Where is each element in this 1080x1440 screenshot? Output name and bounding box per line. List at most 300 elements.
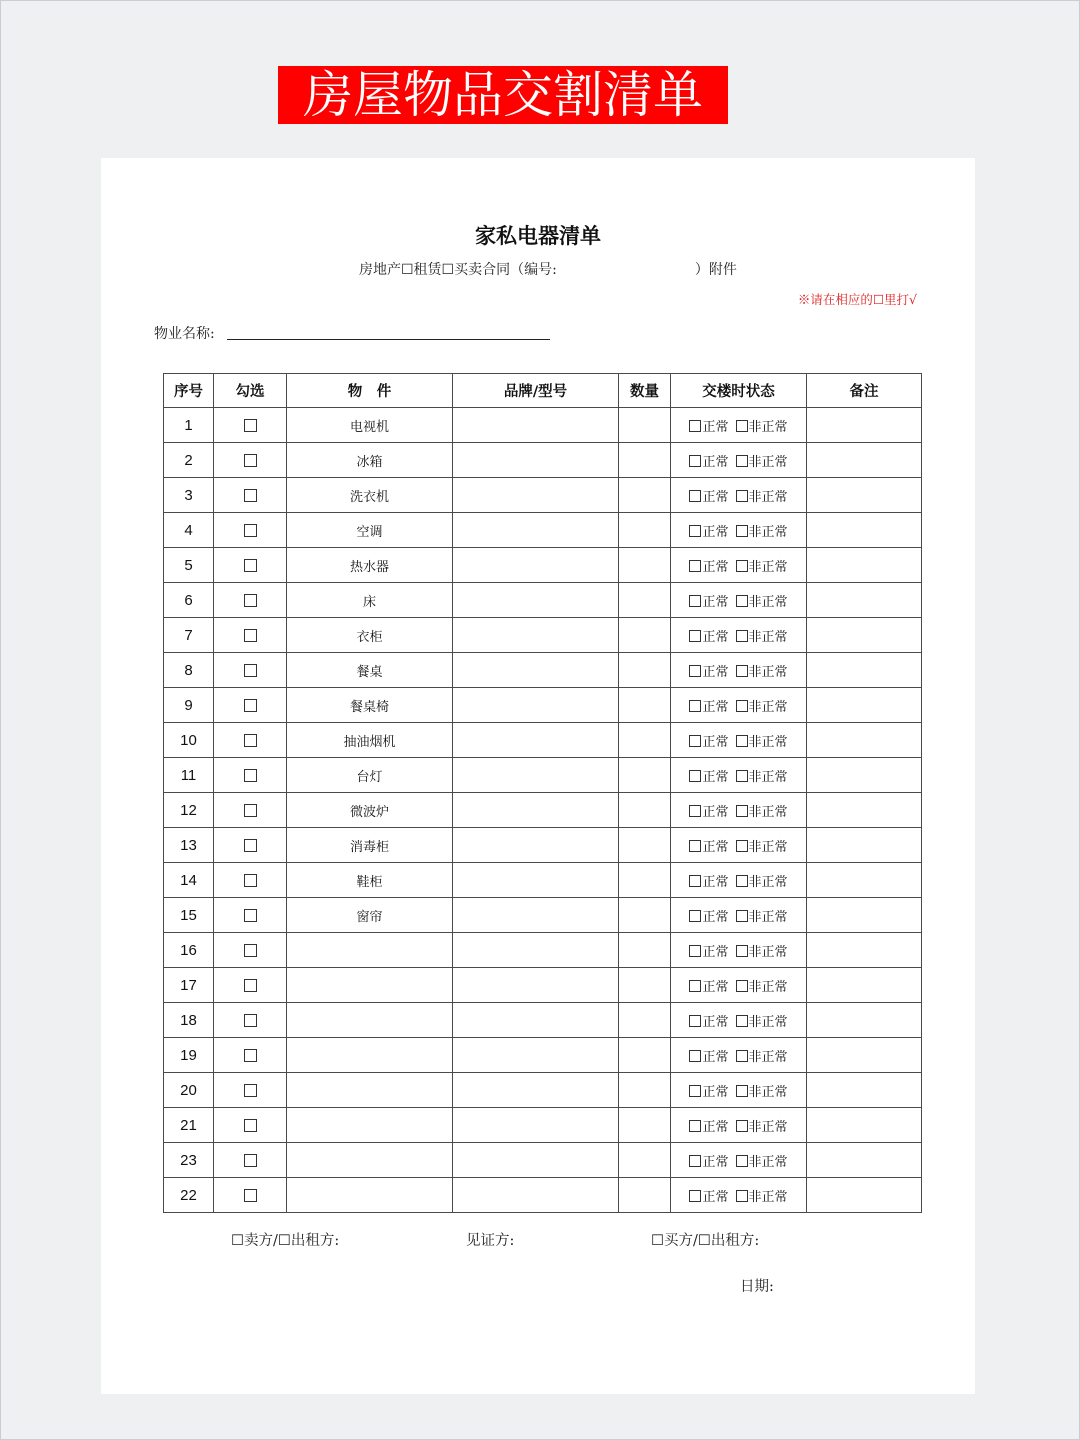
quantity-cell[interactable]: [619, 653, 671, 688]
select-cell: [214, 933, 287, 968]
handover-status-cell: [671, 653, 807, 688]
normal-checkbox[interactable]: [689, 1190, 701, 1202]
quantity-cell[interactable]: [619, 1073, 671, 1108]
handover-status-cell: [671, 443, 807, 478]
item-name[interactable]: [287, 1038, 453, 1073]
remark-cell[interactable]: [807, 688, 922, 723]
remark-cell[interactable]: [807, 1038, 922, 1073]
abnormal-label: 非正常: [748, 594, 788, 610]
brand-model-cell[interactable]: [453, 653, 619, 688]
row-number: 3: [164, 478, 214, 513]
handover-status-cell: [671, 1073, 807, 1108]
table-row: [164, 443, 922, 478]
quantity-cell[interactable]: [619, 933, 671, 968]
row-number: 9: [164, 688, 214, 723]
quantity-cell[interactable]: [619, 1143, 671, 1178]
table-row: [164, 688, 922, 723]
remark-cell[interactable]: [807, 723, 922, 758]
normal-label: 正常: [702, 1014, 729, 1030]
brand-model-cell[interactable]: [453, 758, 619, 793]
remark-cell[interactable]: [807, 478, 922, 513]
quantity-cell[interactable]: [619, 583, 671, 618]
row-number: 19: [164, 1038, 214, 1073]
banner-title: 房屋物品交割清单: [278, 66, 728, 124]
brand-model-cell[interactable]: [453, 898, 619, 933]
normal-label: 正常: [702, 909, 729, 925]
handover-status-cell: [671, 513, 807, 548]
normal-checkbox[interactable]: [689, 910, 701, 922]
table-row: [164, 408, 922, 443]
brand-model-cell[interactable]: [453, 1178, 619, 1213]
item-name[interactable]: 冰箱: [287, 443, 453, 478]
abnormal-checkbox[interactable]: [736, 945, 748, 957]
row-number: 12: [164, 793, 214, 828]
abnormal-checkbox[interactable]: [736, 735, 748, 747]
select-cell: [214, 723, 287, 758]
contract-line-right: ）附件: [694, 262, 737, 278]
abnormal-label: 非正常: [748, 769, 788, 785]
quantity-cell[interactable]: [619, 1178, 671, 1213]
remark-cell[interactable]: [807, 863, 922, 898]
abnormal-label: 非正常: [748, 699, 788, 715]
abnormal-label: 非正常: [748, 454, 788, 470]
abnormal-label: 非正常: [748, 419, 788, 435]
normal-label: 正常: [702, 699, 729, 715]
abnormal-checkbox[interactable]: [736, 630, 748, 642]
select-checkbox[interactable]: [244, 1084, 257, 1097]
handover-status-cell: [671, 863, 807, 898]
normal-label: 正常: [702, 664, 729, 680]
remark-cell[interactable]: [807, 618, 922, 653]
abnormal-label: 非正常: [748, 1189, 788, 1205]
normal-checkbox[interactable]: [689, 630, 701, 642]
item-name[interactable]: [287, 968, 453, 1003]
handover-status-cell: [671, 898, 807, 933]
quantity-cell[interactable]: [619, 863, 671, 898]
normal-checkbox[interactable]: [689, 420, 701, 432]
table-row: [164, 758, 922, 793]
table-row: [164, 583, 922, 618]
row-number: 17: [164, 968, 214, 1003]
select-checkbox[interactable]: [244, 524, 257, 537]
abnormal-label: 非正常: [748, 839, 788, 855]
normal-checkbox[interactable]: [689, 525, 701, 537]
handover-status-cell: [671, 828, 807, 863]
handover-status-cell: [671, 1143, 807, 1178]
item-name[interactable]: 电视机: [287, 408, 453, 443]
table-row: [164, 1003, 922, 1038]
abnormal-checkbox[interactable]: [736, 560, 748, 572]
normal-label: 正常: [702, 489, 729, 505]
abnormal-checkbox[interactable]: [736, 420, 748, 432]
select-cell: [214, 758, 287, 793]
normal-checkbox[interactable]: [689, 595, 701, 607]
table-row: [164, 793, 922, 828]
select-checkbox[interactable]: [244, 1189, 257, 1202]
item-name[interactable]: [287, 1143, 453, 1178]
abnormal-label: 非正常: [748, 874, 788, 890]
normal-checkbox[interactable]: [689, 1155, 701, 1167]
select-cell: [214, 828, 287, 863]
abnormal-checkbox[interactable]: [736, 805, 748, 817]
select-cell: [214, 688, 287, 723]
header-brand: 品牌/型号: [453, 374, 619, 408]
remark-cell[interactable]: [807, 758, 922, 793]
handover-status-cell: [671, 723, 807, 758]
item-name[interactable]: 餐桌: [287, 653, 453, 688]
table-row: [164, 1108, 922, 1143]
handover-status-cell: [671, 1003, 807, 1038]
abnormal-label: 非正常: [748, 1014, 788, 1030]
abnormal-checkbox[interactable]: [736, 980, 748, 992]
remark-cell[interactable]: [807, 653, 922, 688]
normal-label: 正常: [702, 1154, 729, 1170]
normal-label: 正常: [702, 1049, 729, 1065]
quantity-cell[interactable]: [619, 408, 671, 443]
select-cell: [214, 1108, 287, 1143]
abnormal-checkbox[interactable]: [736, 1190, 748, 1202]
brand-model-cell[interactable]: [453, 1073, 619, 1108]
row-number: 16: [164, 933, 214, 968]
normal-checkbox[interactable]: [689, 490, 701, 502]
abnormal-checkbox[interactable]: [736, 910, 748, 922]
row-number: 23: [164, 1143, 214, 1178]
remark-cell[interactable]: [807, 513, 922, 548]
row-number: 14: [164, 863, 214, 898]
remark-cell[interactable]: [807, 443, 922, 478]
brand-model-cell[interactable]: [453, 618, 619, 653]
quantity-cell[interactable]: [619, 548, 671, 583]
table-header-row: [164, 374, 922, 408]
normal-checkbox[interactable]: [689, 700, 701, 712]
brand-model-cell[interactable]: [453, 408, 619, 443]
header-check: 勾选: [214, 374, 287, 408]
row-number: 22: [164, 1178, 214, 1213]
quantity-cell[interactable]: [619, 968, 671, 1003]
table-row: [164, 618, 922, 653]
normal-checkbox[interactable]: [689, 1085, 701, 1097]
handover-status-cell: [671, 583, 807, 618]
abnormal-label: 非正常: [748, 1119, 788, 1135]
brand-model-cell[interactable]: [453, 863, 619, 898]
select-cell: [214, 618, 287, 653]
normal-checkbox[interactable]: [689, 1050, 701, 1062]
handover-status-cell: [671, 478, 807, 513]
header-item: 物 件: [287, 374, 453, 408]
quantity-cell[interactable]: [619, 723, 671, 758]
row-number: 18: [164, 1003, 214, 1038]
abnormal-label: 非正常: [748, 979, 788, 995]
select-checkbox[interactable]: [244, 804, 257, 817]
remark-cell[interactable]: [807, 933, 922, 968]
item-name[interactable]: [287, 1003, 453, 1038]
select-cell: [214, 968, 287, 1003]
remark-cell[interactable]: [807, 898, 922, 933]
abnormal-checkbox[interactable]: [736, 1050, 748, 1062]
normal-label: 正常: [702, 629, 729, 645]
inventory-table: [163, 373, 922, 1213]
brand-model-cell[interactable]: [453, 583, 619, 618]
row-number: 1: [164, 408, 214, 443]
item-name[interactable]: 抽油烟机: [287, 723, 453, 758]
item-name[interactable]: 洗衣机: [287, 478, 453, 513]
table-row: [164, 933, 922, 968]
item-name[interactable]: [287, 1108, 453, 1143]
abnormal-label: 非正常: [748, 1049, 788, 1065]
abnormal-checkbox[interactable]: [736, 1015, 748, 1027]
select-checkbox[interactable]: [244, 909, 257, 922]
normal-label: 正常: [702, 559, 729, 575]
header-remark: 备注: [807, 374, 922, 408]
quantity-cell[interactable]: [619, 688, 671, 723]
abnormal-checkbox[interactable]: [736, 840, 748, 852]
select-checkbox[interactable]: [244, 419, 257, 432]
handover-status-cell: [671, 1038, 807, 1073]
table-body: [164, 408, 922, 1213]
select-checkbox[interactable]: [244, 1049, 257, 1062]
brand-model-cell[interactable]: [453, 478, 619, 513]
row-number: 15: [164, 898, 214, 933]
handover-status-cell: [671, 688, 807, 723]
select-cell: [214, 513, 287, 548]
select-checkbox[interactable]: [244, 874, 257, 887]
abnormal-label: 非正常: [748, 804, 788, 820]
select-checkbox[interactable]: [244, 1154, 257, 1167]
item-name[interactable]: 床: [287, 583, 453, 618]
select-cell: [214, 898, 287, 933]
item-name[interactable]: [287, 1178, 453, 1213]
select-cell: [214, 548, 287, 583]
quantity-cell[interactable]: [619, 513, 671, 548]
select-cell: [214, 478, 287, 513]
select-cell: [214, 863, 287, 898]
brand-model-cell[interactable]: [453, 1108, 619, 1143]
remark-cell[interactable]: [807, 828, 922, 863]
quantity-cell[interactable]: [619, 618, 671, 653]
item-name[interactable]: 衣柜: [287, 618, 453, 653]
item-name[interactable]: [287, 933, 453, 968]
select-cell: [214, 1003, 287, 1038]
normal-label: 正常: [702, 839, 729, 855]
remark-cell[interactable]: [807, 968, 922, 1003]
select-checkbox[interactable]: [244, 664, 257, 677]
abnormal-label: 非正常: [748, 559, 788, 575]
remark-cell[interactable]: [807, 1108, 922, 1143]
select-checkbox[interactable]: [244, 454, 257, 467]
abnormal-checkbox[interactable]: [736, 700, 748, 712]
table-row: [164, 1178, 922, 1213]
normal-checkbox[interactable]: [689, 1120, 701, 1132]
abnormal-label: 非正常: [748, 944, 788, 960]
brand-model-cell[interactable]: [453, 1038, 619, 1073]
normal-checkbox[interactable]: [689, 770, 701, 782]
normal-checkbox[interactable]: [689, 665, 701, 677]
abnormal-label: 非正常: [748, 1084, 788, 1100]
abnormal-label: 非正常: [748, 734, 788, 750]
select-cell: [214, 1178, 287, 1213]
normal-label: 正常: [702, 944, 729, 960]
buyer-signature-label: ☐买方/☐出租方:: [651, 1233, 760, 1249]
table-row: [164, 723, 922, 758]
select-checkbox[interactable]: [244, 629, 257, 642]
abnormal-checkbox[interactable]: [736, 770, 748, 782]
remark-cell[interactable]: [807, 793, 922, 828]
remark-cell[interactable]: [807, 1073, 922, 1108]
quantity-cell[interactable]: [619, 443, 671, 478]
abnormal-checkbox[interactable]: [736, 875, 748, 887]
abnormal-checkbox[interactable]: [736, 1120, 748, 1132]
table-row: [164, 653, 922, 688]
abnormal-checkbox[interactable]: [736, 525, 748, 537]
brand-model-cell[interactable]: [453, 828, 619, 863]
abnormal-checkbox[interactable]: [736, 665, 748, 677]
normal-label: 正常: [702, 979, 729, 995]
select-checkbox[interactable]: [244, 594, 257, 607]
quantity-cell[interactable]: [619, 758, 671, 793]
brand-model-cell[interactable]: [453, 688, 619, 723]
document-sheet: [101, 158, 975, 1394]
select-checkbox[interactable]: [244, 839, 257, 852]
contract-line-left: 房地产☐租赁☐买卖合同（编号:: [359, 262, 557, 278]
item-name[interactable]: 消毒柜: [287, 828, 453, 863]
normal-checkbox[interactable]: [689, 945, 701, 957]
select-checkbox[interactable]: [244, 1014, 257, 1027]
brand-model-cell[interactable]: [453, 1003, 619, 1038]
quantity-cell[interactable]: [619, 1108, 671, 1143]
abnormal-label: 非正常: [748, 489, 788, 505]
property-name-field[interactable]: [227, 339, 550, 340]
normal-checkbox[interactable]: [689, 805, 701, 817]
brand-model-cell[interactable]: [453, 1143, 619, 1178]
quantity-cell[interactable]: [619, 478, 671, 513]
select-checkbox[interactable]: [244, 559, 257, 572]
remark-cell[interactable]: [807, 583, 922, 618]
abnormal-checkbox[interactable]: [736, 1085, 748, 1097]
row-number: 8: [164, 653, 214, 688]
normal-label: 正常: [702, 524, 729, 540]
abnormal-label: 非正常: [748, 1154, 788, 1170]
remark-cell[interactable]: [807, 408, 922, 443]
abnormal-label: 非正常: [748, 909, 788, 925]
table-row: [164, 828, 922, 863]
row-number: 2: [164, 443, 214, 478]
remark-cell[interactable]: [807, 1143, 922, 1178]
abnormal-checkbox[interactable]: [736, 490, 748, 502]
abnormal-label: 非正常: [748, 629, 788, 645]
select-cell: [214, 408, 287, 443]
normal-checkbox[interactable]: [689, 875, 701, 887]
brand-model-cell[interactable]: [453, 513, 619, 548]
abnormal-checkbox[interactable]: [736, 1155, 748, 1167]
item-name[interactable]: 空调: [287, 513, 453, 548]
abnormal-label: 非正常: [748, 524, 788, 540]
brand-model-cell[interactable]: [453, 443, 619, 478]
select-checkbox[interactable]: [244, 1119, 257, 1132]
select-cell: [214, 583, 287, 618]
normal-label: 正常: [702, 1189, 729, 1205]
normal-checkbox[interactable]: [689, 1015, 701, 1027]
handover-status-cell: [671, 933, 807, 968]
brand-model-cell[interactable]: [453, 548, 619, 583]
normal-label: 正常: [702, 769, 729, 785]
item-name[interactable]: 热水器: [287, 548, 453, 583]
document-title: 家私电器清单: [475, 224, 601, 248]
handover-status-cell: [671, 408, 807, 443]
handover-status-cell: [671, 758, 807, 793]
normal-checkbox[interactable]: [689, 560, 701, 572]
select-cell: [214, 1143, 287, 1178]
row-number: 4: [164, 513, 214, 548]
quantity-cell[interactable]: [619, 1003, 671, 1038]
handover-status-cell: [671, 968, 807, 1003]
handover-status-cell: [671, 618, 807, 653]
table-row: [164, 1073, 922, 1108]
quantity-cell[interactable]: [619, 898, 671, 933]
select-cell: [214, 653, 287, 688]
brand-model-cell[interactable]: [453, 968, 619, 1003]
table-row: [164, 513, 922, 548]
select-checkbox[interactable]: [244, 489, 257, 502]
select-checkbox[interactable]: [244, 944, 257, 957]
remark-cell[interactable]: [807, 548, 922, 583]
select-checkbox[interactable]: [244, 699, 257, 712]
item-name[interactable]: 台灯: [287, 758, 453, 793]
remark-cell[interactable]: [807, 1003, 922, 1038]
item-name[interactable]: 鞋柜: [287, 863, 453, 898]
row-number: 11: [164, 758, 214, 793]
abnormal-checkbox[interactable]: [736, 595, 748, 607]
quantity-cell[interactable]: [619, 1038, 671, 1073]
normal-label: 正常: [702, 734, 729, 750]
quantity-cell[interactable]: [619, 828, 671, 863]
header-no: 序号: [164, 374, 214, 408]
table-row: [164, 898, 922, 933]
item-name[interactable]: 餐桌椅: [287, 688, 453, 723]
select-checkbox[interactable]: [244, 979, 257, 992]
date-label: 日期:: [740, 1279, 774, 1295]
normal-checkbox[interactable]: [689, 455, 701, 467]
handover-status-cell: [671, 793, 807, 828]
normal-checkbox[interactable]: [689, 840, 701, 852]
select-cell: [214, 1038, 287, 1073]
normal-label: 正常: [702, 1119, 729, 1135]
item-name[interactable]: [287, 1073, 453, 1108]
table-row: [164, 1038, 922, 1073]
table-row: [164, 548, 922, 583]
normal-checkbox[interactable]: [689, 980, 701, 992]
brand-model-cell[interactable]: [453, 723, 619, 758]
select-cell: [214, 443, 287, 478]
select-cell: [214, 793, 287, 828]
normal-checkbox[interactable]: [689, 735, 701, 747]
item-name[interactable]: 微波炉: [287, 793, 453, 828]
remark-cell[interactable]: [807, 1178, 922, 1213]
table-row: [164, 863, 922, 898]
abnormal-checkbox[interactable]: [736, 455, 748, 467]
brand-model-cell[interactable]: [453, 933, 619, 968]
select-checkbox[interactable]: [244, 769, 257, 782]
normal-label: 正常: [702, 594, 729, 610]
row-number: 7: [164, 618, 214, 653]
select-checkbox[interactable]: [244, 734, 257, 747]
brand-model-cell[interactable]: [453, 793, 619, 828]
table-row: [164, 968, 922, 1003]
handover-status-cell: [671, 1108, 807, 1143]
handover-status-cell: [671, 1178, 807, 1213]
header-qty: 数量: [619, 374, 671, 408]
quantity-cell[interactable]: [619, 793, 671, 828]
item-name[interactable]: 窗帘: [287, 898, 453, 933]
